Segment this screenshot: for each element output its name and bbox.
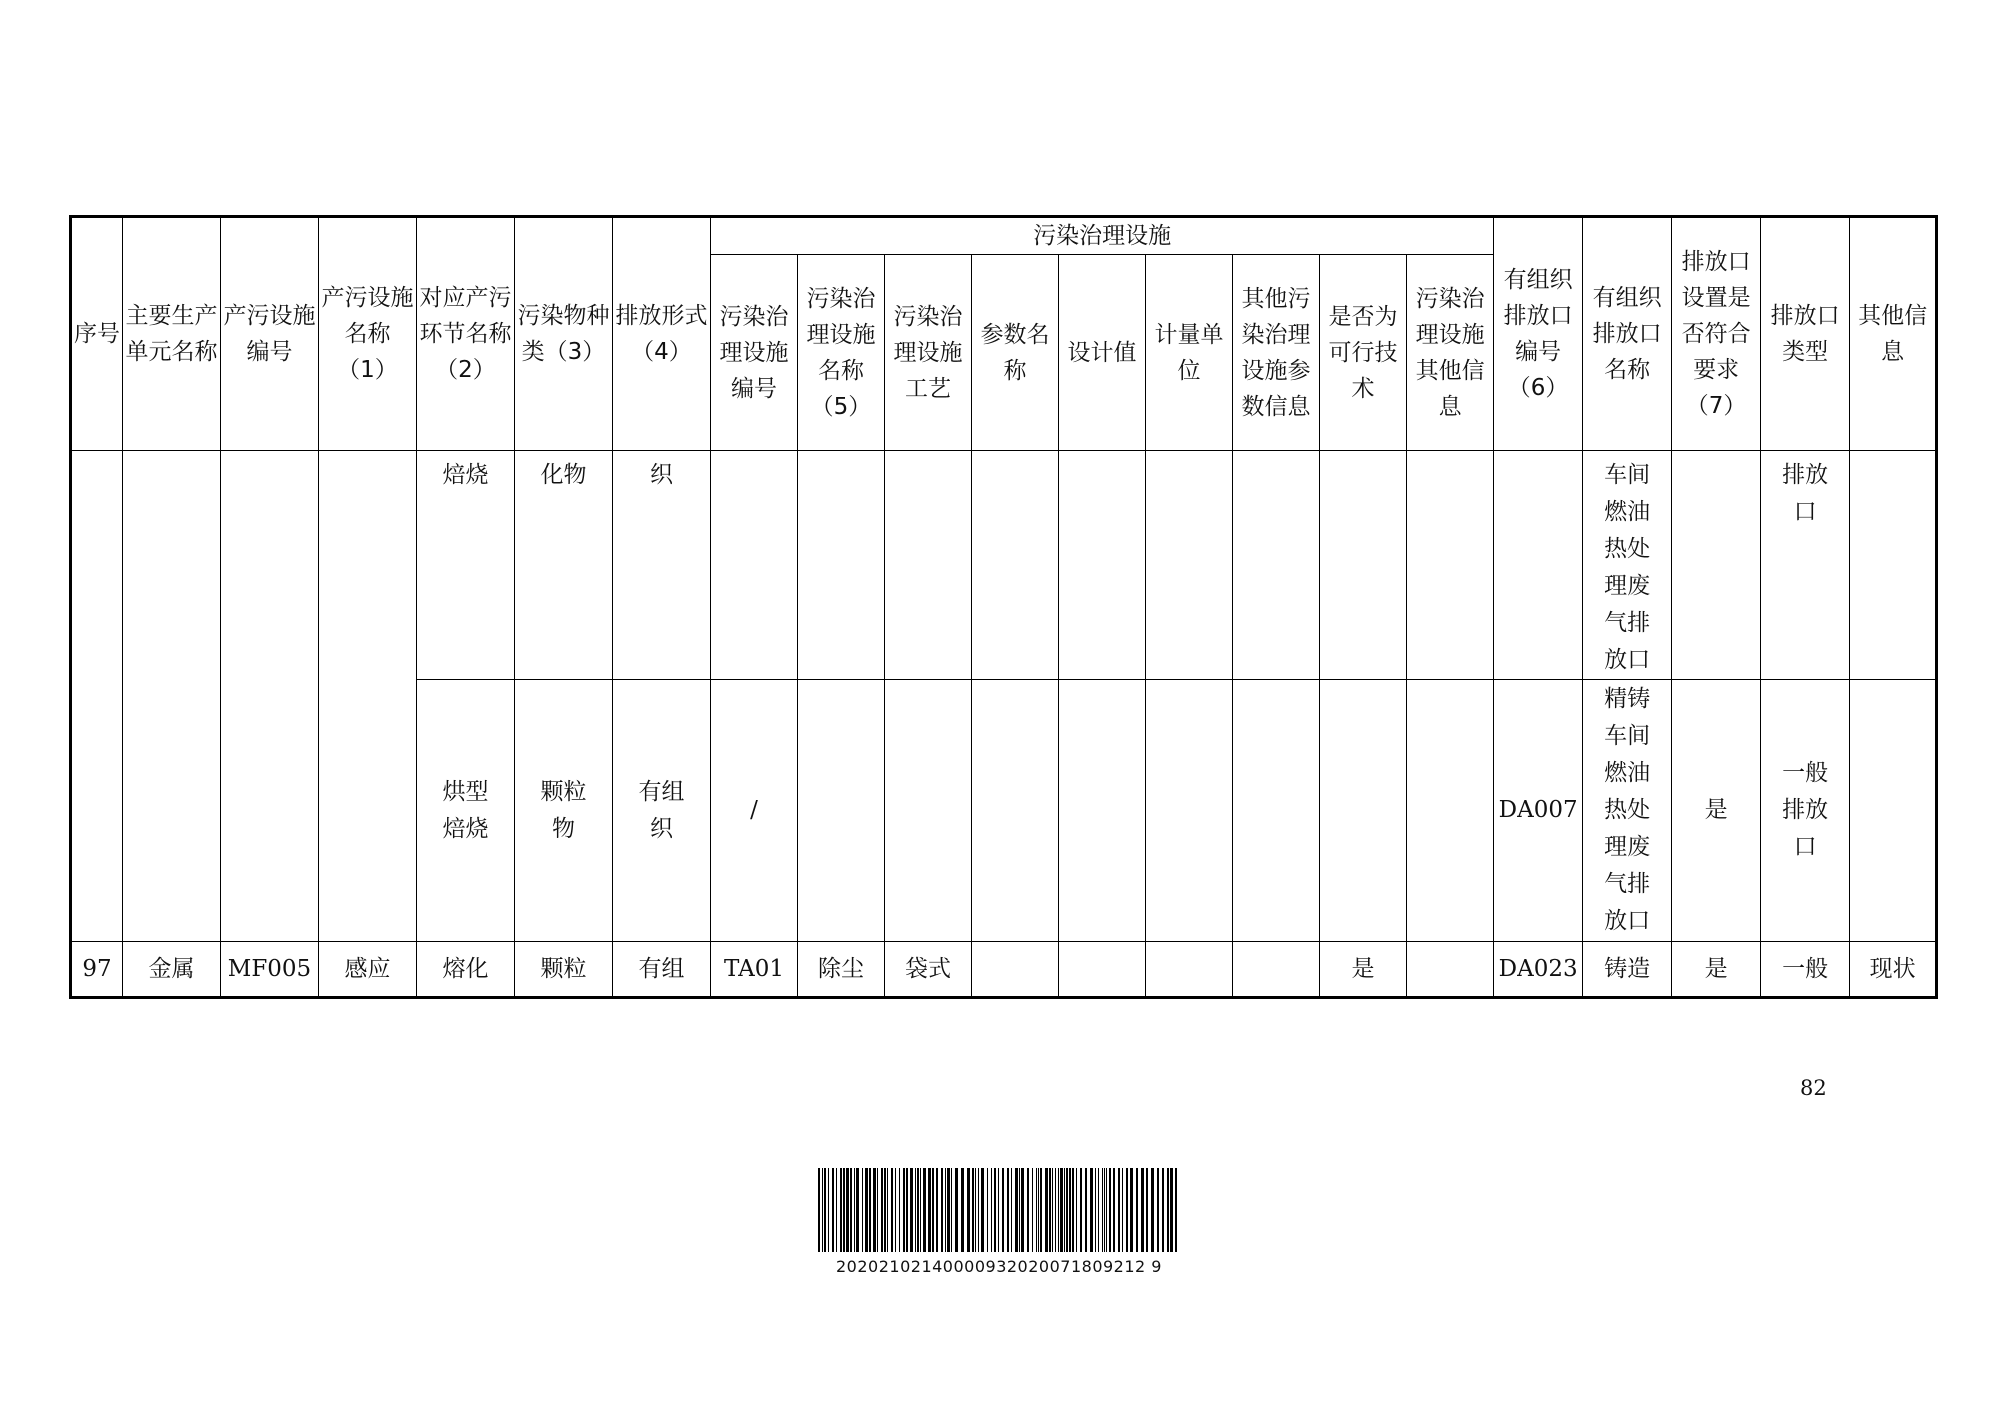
header-param-name: 参数名称 <box>972 255 1059 451</box>
cell-design-value <box>1059 942 1146 998</box>
cell-pollutant: 颗粒 <box>515 942 613 998</box>
cell-compliant: 是 <box>1672 680 1761 942</box>
cell-unit: 金属 <box>123 942 221 998</box>
cell-design-value <box>1059 680 1146 942</box>
cell-param-name <box>972 680 1059 942</box>
cell-unit-measure <box>1146 451 1233 680</box>
cell-outlet-type: 一般排放口 <box>1761 680 1850 942</box>
cell-stage: 焙烧 <box>417 451 515 680</box>
cell-param-name <box>972 942 1059 998</box>
cell-treat-code <box>711 451 798 680</box>
cell-stage: 烘型焙烧 <box>417 680 515 942</box>
cell-param-name <box>972 451 1059 680</box>
cell-treat-other <box>1407 451 1494 680</box>
cell-outlet-type: 排放口 <box>1761 451 1850 680</box>
header-seq: 序号 <box>71 217 123 451</box>
cell-discharge-form: 有组 <box>613 942 711 998</box>
header-facility-code: 产污设施编号 <box>221 217 319 451</box>
header-discharge-form: 排放形式（4） <box>613 217 711 451</box>
header-unit: 主要生产单元名称 <box>123 217 221 451</box>
header-pollutant: 污染物种类（3） <box>515 217 613 451</box>
cell-discharge-form: 有组织 <box>613 680 711 942</box>
cell-stage: 熔化 <box>417 942 515 998</box>
cell-seq: 97 <box>71 942 123 998</box>
cell-unit-measure <box>1146 680 1233 942</box>
header-treat-process: 污染治理设施工艺 <box>885 255 972 451</box>
cell-treat-name <box>798 680 885 942</box>
cell-other-info <box>1850 680 1937 942</box>
header-facility-name: 产污设施名称（1） <box>319 217 417 451</box>
cell-treat-code: / <box>711 680 798 942</box>
header-outlet-name: 有组织排放口名称 <box>1583 217 1672 451</box>
header-compliant: 排放口设置是否符合要求（7） <box>1672 217 1761 451</box>
header-outlet-code: 有组织排放口编号（6） <box>1494 217 1583 451</box>
header-design-value: 设计值 <box>1059 255 1146 451</box>
cell-other-params <box>1233 451 1320 680</box>
cell-seq-empty <box>71 451 123 942</box>
header-treat-other: 污染治理设施其他信息 <box>1407 255 1494 451</box>
cell-outlet-name: 铸造 <box>1583 942 1672 998</box>
cell-unit-empty <box>123 451 221 942</box>
cell-facility-code: MF005 <box>221 942 319 998</box>
cell-outlet-type: 一般 <box>1761 942 1850 998</box>
cell-facility-code-empty <box>221 451 319 942</box>
cell-outlet-code <box>1494 451 1583 680</box>
cell-unit-measure <box>1146 942 1233 998</box>
barcode-image <box>818 1168 1180 1252</box>
cell-treat-process <box>885 680 972 942</box>
cell-facility-name-empty <box>319 451 417 942</box>
header-other-info: 其他信息 <box>1850 217 1937 451</box>
header-feasible: 是否为可行技术 <box>1320 255 1407 451</box>
table-row <box>71 451 1937 680</box>
header-treat-name: 污染治理设施名称（5） <box>798 255 885 451</box>
header-treat-code: 污染治理设施编号 <box>711 255 798 451</box>
barcode-number: 20202102140000932020071809212 9 <box>836 1257 1162 1276</box>
table-row <box>71 942 1937 998</box>
cell-other-info: 现状 <box>1850 942 1937 998</box>
cell-compliant <box>1672 451 1761 680</box>
cell-outlet-name: 精铸车间燃油热处理废气排放口 <box>1583 680 1672 942</box>
cell-treat-name <box>798 451 885 680</box>
page-number: 82 <box>1800 1076 1827 1100</box>
header-treatment-group: 污染治理设施 <box>711 217 1494 255</box>
pollution-facility-table <box>69 215 1938 999</box>
cell-facility-name: 感应 <box>319 942 417 998</box>
cell-other-info <box>1850 451 1937 680</box>
cell-design-value <box>1059 451 1146 680</box>
cell-treat-process: 袋式 <box>885 942 972 998</box>
cell-treat-other <box>1407 942 1494 998</box>
header-stage: 对应产污环节名称（2） <box>417 217 515 451</box>
cell-pollutant: 颗粒物 <box>515 680 613 942</box>
cell-outlet-code: DA023 <box>1494 942 1583 998</box>
cell-other-params <box>1233 942 1320 998</box>
cell-outlet-name: 车间燃油热处理废气排放口 <box>1583 451 1672 680</box>
cell-treat-name: 除尘 <box>798 942 885 998</box>
cell-treat-process <box>885 451 972 680</box>
cell-feasible <box>1320 451 1407 680</box>
cell-other-params <box>1233 680 1320 942</box>
header-outlet-type: 排放口类型 <box>1761 217 1850 451</box>
cell-discharge-form: 织 <box>613 451 711 680</box>
cell-feasible: 是 <box>1320 942 1407 998</box>
cell-pollutant: 化物 <box>515 451 613 680</box>
header-unit-measure: 计量单位 <box>1146 255 1233 451</box>
cell-outlet-code: DA007 <box>1494 680 1583 942</box>
cell-feasible <box>1320 680 1407 942</box>
header-other-params: 其他污染治理设施参数信息 <box>1233 255 1320 451</box>
cell-treat-code: TA01 <box>711 942 798 998</box>
cell-treat-other <box>1407 680 1494 942</box>
cell-compliant: 是 <box>1672 942 1761 998</box>
